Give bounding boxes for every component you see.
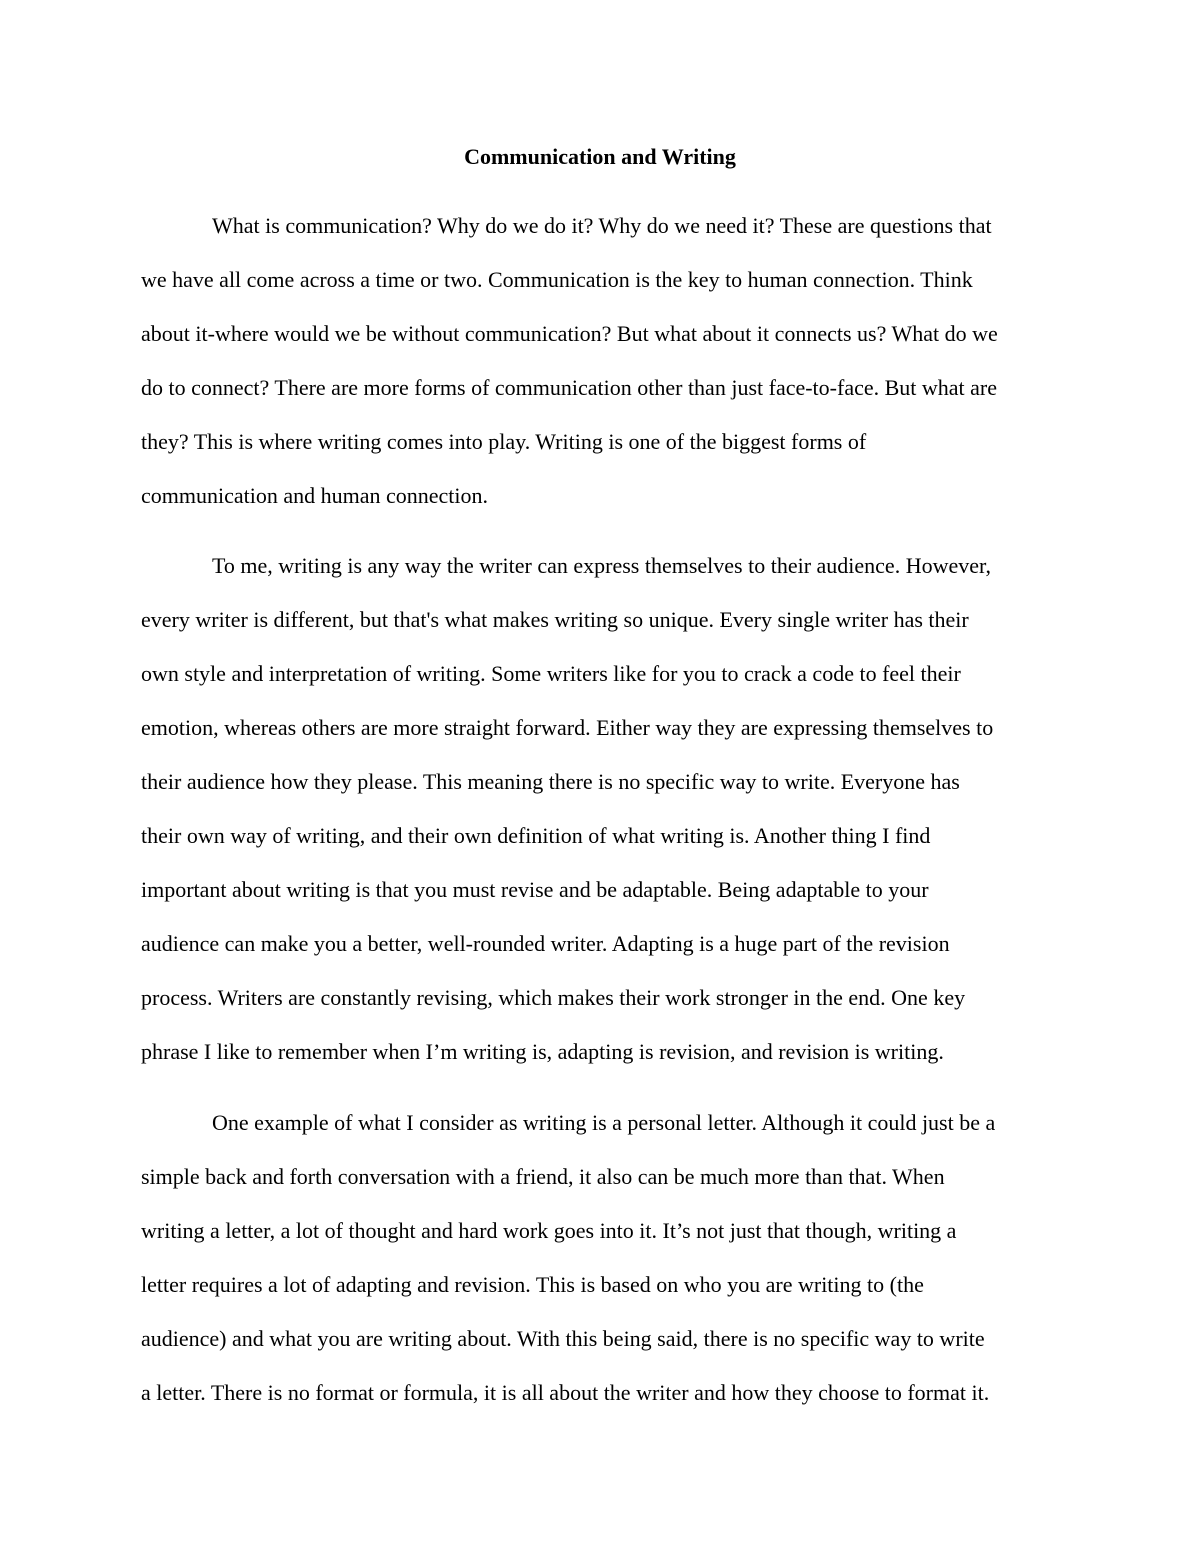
paragraph-1-line: they? This is where writing comes into play. Writing is one of the biggest forms of [141, 429, 867, 454]
document-title: Communication and Writing [464, 144, 736, 169]
paragraph-2-line: their audience how they please. This meaning there is no specific way to write. Everyone has [141, 769, 960, 794]
paragraph-2-line: emotion, whereas others are more straight forward. Either way they are expressing themselves to [141, 715, 994, 740]
paragraph-3-line: One example of what I consider as writing is a personal letter. Although it could just be a [212, 1110, 996, 1135]
paragraph-2-line: their own way of writing, and their own definition of what writing is. Another thing I find [141, 823, 931, 848]
paragraph-2-line: audience can make you a better, well-rounded writer. Adapting is a huge part of the revision [141, 931, 950, 956]
paragraph-1-line: communication and human connection. [141, 483, 489, 508]
paragraph-3-line: audience) and what you are writing about. With this being said, there is no specific way to write [141, 1326, 985, 1351]
paragraph-1-line: we have all come across a time or two. Communication is the key to human connection. Think [141, 267, 973, 292]
paragraph-1-line: do to connect? There are more forms of communication other than just face-to-face. But what are [141, 375, 998, 400]
paragraph-2-line: own style and interpretation of writing. Some writers like for you to crack a code to feel their [141, 661, 961, 686]
paragraph-2-line: process. Writers are constantly revising, which makes their work stronger in the end. One key [141, 985, 966, 1010]
paragraph-2-line: To me, writing is any way the writer can express themselves to their audience. However, [212, 553, 991, 578]
paragraph-3-line: a letter. There is no format or formula, it is all about the writer and how they choose to format it. [141, 1380, 990, 1405]
paragraph-2-line: important about writing is that you must revise and be adaptable. Being adaptable to your [141, 877, 929, 902]
paragraph-3-line: writing a letter, a lot of thought and hard work goes into it. It’s not just that though, writing a [141, 1218, 957, 1243]
paragraph-3-line: simple back and forth conversation with a friend, it also can be much more than that. When [141, 1164, 945, 1189]
paragraph-2-line: phrase I like to remember when I’m writing is, adapting is revision, and revision is writing. [141, 1039, 944, 1064]
paragraph-1-line: about it-where would we be without communication? But what about it connects us? What do we [141, 321, 998, 346]
paragraph-2-line: every writer is different, but that's what makes writing so unique. Every single writer has their [141, 607, 969, 632]
paragraph-3-line: letter requires a lot of adapting and revision. This is based on who you are writing to (the [141, 1272, 924, 1297]
paragraph-1-line: What is communication? Why do we do it? Why do we need it? These are questions that [212, 213, 992, 238]
